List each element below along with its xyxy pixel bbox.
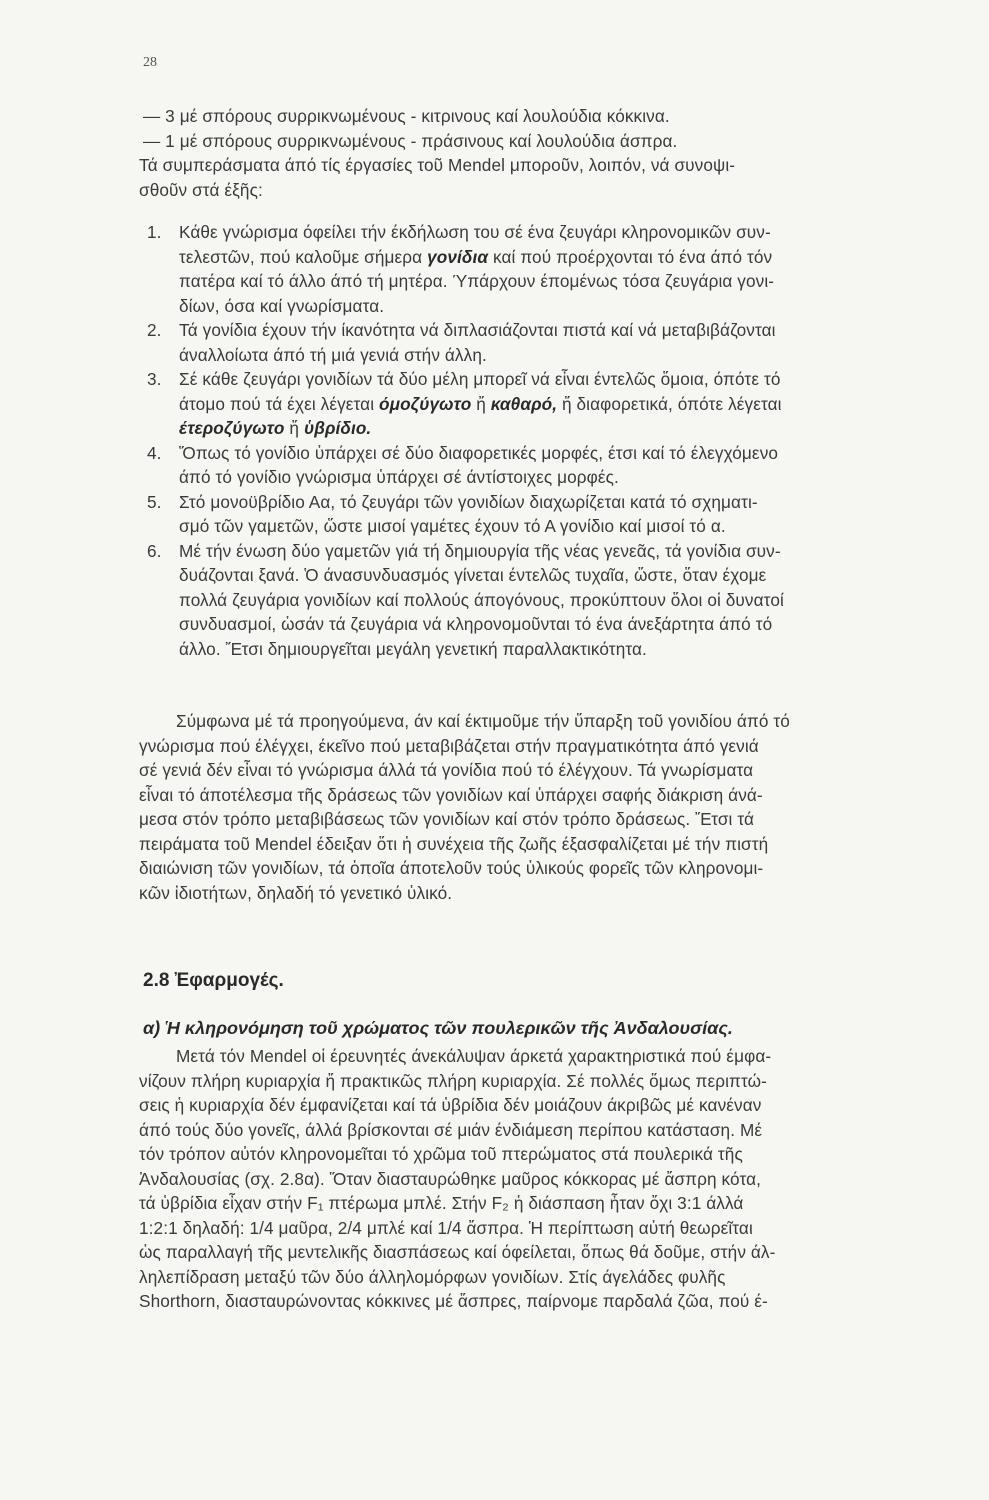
item-line: άπό τό γονίδιο γνώρισμα ὑπάρχει σέ άντίστοιχες μορφές. [179, 467, 619, 487]
page-number: 28 [143, 55, 157, 70]
text-line: τά ὑβρίδια εἶχαν στήν F₁ πτέρωμα μπλέ. Στήν F₂ ἡ διάσπαση ἦταν ὄχι 3:1 άλλά [139, 1193, 744, 1213]
item-line: Στό μονοϋβρίδιο Αα, τό ζευγάρι τῶν γονιδίων διαχωρίζεται κατά τό σχηματι- [179, 491, 758, 512]
item-line: δίων, όσα καί γνωρίσματα. [179, 295, 385, 316]
numbered-item [139, 539, 964, 662]
item-line: συνδυασμοί, ὡσάν τά ζευγάρια νά κληρονομοῦνται τό ένα άνεξάρτητα άπό τό [179, 614, 773, 634]
item-number: 5. [147, 491, 162, 512]
item-number: 2. [147, 320, 162, 340]
item-line: Σέ κάθε ζευγάρι γονιδίων τά δύο μέλη μπορεῖ νά εἶναι έντελῶς ὅμοια, όπότε τό [179, 369, 781, 389]
item-number: 3. [147, 369, 162, 389]
text-line: Τά συμπεράσματα άπό τίς έργασίες τοῦ Mendel μποροῦν, λοιπόν, νά συνοψι- [139, 155, 736, 175]
emphasized-term: όμοζύγωτο [379, 393, 472, 414]
emphasized-term: ὑβρίδιο. [303, 418, 372, 438]
item-line: τελεστῶν, πού καλοῦμε σήμερα γονίδια καί πού προέρχονται τό ένα άπό τόν [179, 246, 773, 267]
text-line: Μετά τόν Mendel οἱ έρευνητές άνεκάλυψαν άρκετά χαρακτηριστικά πού έμφα- [176, 1046, 772, 1066]
text-line: εἶναι τό άποτέλεσμα τῆς δράσεως τῶν γονιδίων καί ὑπάρχει σαφής διάκριση άνά- [139, 784, 763, 805]
text-line: Shorthorn, διασταυρώνοντας κόκκινες μέ ἄσπρες, παίρνομε παρδαλά ζῶα, πού έ- [139, 1291, 768, 1311]
text-line: διαιώνιση τῶν γονιδίων, τά ὁποῖα άποτελοῦν τούς ὑλικούς φορεῖς τῶν κληρονομι- [139, 858, 764, 878]
text-line: πειράματα τοῦ Mendel έδειξαν ὅτι ἡ συνέχεια τῆς ζωῆς έξασφαλίζεται μέ τήν πιστή [139, 833, 769, 854]
text-line: γνώρισμα πού έλέγχει, έκεῖνο πού μεταβιβάζεται στήν πραγματικότητα άπό γενιά [139, 735, 759, 756]
emphasized-term: έτεροζύγωτο [179, 418, 285, 438]
emphasized-term: γονίδια [427, 246, 489, 267]
numbered-item [139, 318, 964, 367]
text-line: σεις ἡ κυριαρχία δέν έμφανίζεται καί τά ὑβρίδια δέν μοιάζουν άκριβῶς μέ κανέναν [139, 1095, 762, 1115]
numbered-list [139, 220, 964, 661]
dash-list-item: — 1 μέ σπόρους συρρικνωμένους - πράσινους καί λουλούδια άσπρα. [143, 130, 678, 151]
item-number: 1. [147, 222, 162, 242]
item-line: άναλλοίωτα άπό τή μιά γενιά στήν άλλη. [179, 344, 487, 365]
body-paragraph-2 [139, 1044, 964, 1314]
item-line: Μέ τήν ένωση δύο γαμετῶν γιά τή δημιουργία τῆς νέας γενεᾶς, τά γονίδια συν- [179, 540, 781, 561]
dash-list [139, 104, 964, 153]
item-line: πολλά ζευγάρια γονιδίων καί πολλούς άπογόνους, προκύπτουν ὅλοι οἱ δυνατοί [179, 589, 784, 610]
item-line: δυάζονται ξανά. Ὁ άνασυνδυασμός γίνεται έντελῶς τυχαῖα, ὥστε, ὅταν έχομε [179, 565, 767, 585]
numbered-item [139, 367, 964, 441]
numbered-item [139, 441, 964, 490]
numbered-item [139, 220, 964, 318]
body-paragraph [139, 709, 964, 905]
text-line: άπό τούς δύο γονεῖς, άλλά βρίσκονται σέ μιάν ένδιάμεση περίπου κατάσταση. Μέ [139, 1119, 763, 1140]
text-line: 1:2:1 δηλαδή: 1/4 μαῦρα, 2/4 μπλέ καί 1/4 ἄσπρα. Ἡ περίπτωση αὐτή θεωρεῖται [139, 1217, 753, 1238]
item-line: Ὅπως τό γονίδιο ὑπάρχει σέ δύο διαφορετικές μορφές, έτσι καί τό έλεγχόμενο [179, 442, 779, 463]
item-line: πατέρα καί τό άλλο άπό τή μητέρα. Ύπάρχουν έπομένως τόσα ζευγάρια γονι- [179, 271, 775, 291]
item-line: Τά γονίδια έχουν τήν ίκανότητα νά διπλασιάζονται πιστά καί νά μεταβιβάζονται [179, 320, 776, 340]
text-line: ὡς παραλλαγή τῆς μεντελικῆς διασπάσεως καί όφείλεται, ὅπως θά δοῦμε, στήν άλ- [139, 1242, 776, 1262]
item-line: άλλο. Ἔτσι δημιουργεῖται μεγάλη γενετική παραλλακτικότητα. [179, 638, 647, 659]
item-line: άτομο πού τά έχει λέγεται όμοζύγωτο ἤ καθαρό, ἤ διαφορετικά, όπότε λέγεται [179, 393, 782, 414]
item-number: 6. [147, 540, 162, 561]
intro-paragraph [139, 153, 964, 202]
subsection-title: α) Ἡ κληρονόμηση τοῦ χρώματος τῶν πουλερικῶν τῆς Ἀνδαλουσίας. [143, 1018, 733, 1038]
item-line: έτεροζύγωτο ἤ ὑβρίδιο. [179, 418, 372, 438]
dash-list-item: — 3 μέ σπόρους συρρικνωμένους - κιτρινους καί λουλούδια κόκκινα. [143, 106, 670, 126]
item-number: 4. [147, 442, 162, 463]
text-line: σθοῦν στά έξῆς: [139, 179, 263, 200]
item-line: Κάθε γνώρισμα όφείλει τήν έκδήλωση του σέ ένα ζευγάρι κληρονομικῶν συν- [179, 222, 771, 242]
text-line: νίζουν πλήρη κυριαρχία ἤ πρακτικῶς πλήρη κυριαρχία. Σέ πολλές ὅμως περιπτώ- [139, 1070, 767, 1091]
item-line: σμό τῶν γαμετῶν, ὥστε μισοί γαμέτες έχουν τό Α γονίδιο καί μισοί τό α. [179, 516, 726, 536]
text-line: ληλεπίδραση μεταξύ τῶν δύο άλληλομόρφων γονιδίων. Στίς άγελάδες φυλῆς [139, 1266, 726, 1287]
text-line: σέ γενιά δέν εἶναι τό γνώρισμα άλλά τά γονίδια πού τό έλέγχουν. Τά γνωρίσματα [139, 760, 754, 780]
numbered-item [139, 490, 964, 539]
section-title: 2.8 Ἐφαρμογές. [143, 970, 284, 991]
text-line: μεσα στόν τρόπο μεταβιβάσεως τῶν γονιδίων καί στόν τρόπο δράσεως. Ἔτσι τά [139, 809, 755, 829]
text-line: τόν τρόπον αὐτόν κληρονομεῖται τό χρῶμα τοῦ πτερώματος στά πουλερικά τῆς [139, 1144, 743, 1164]
emphasized-term: καθαρό, [490, 393, 558, 414]
text-line: κῶν ἰδιοτήτων, δηλαδή τό γενετικό ὑλικό. [139, 882, 453, 903]
text-line: Ἀνδαλουσίας (σχ. 2.8α). Ὅταν διασταυρώθηκε μαῦρος κόκκορας μέ ἄσπρη κότα, [139, 1168, 762, 1189]
text-line: Σύμφωνα μέ τά προηγούμενα, άν καί έκτιμοῦμε τήν ὕπαρξη τοῦ γονιδίου άπό τό [176, 711, 790, 731]
